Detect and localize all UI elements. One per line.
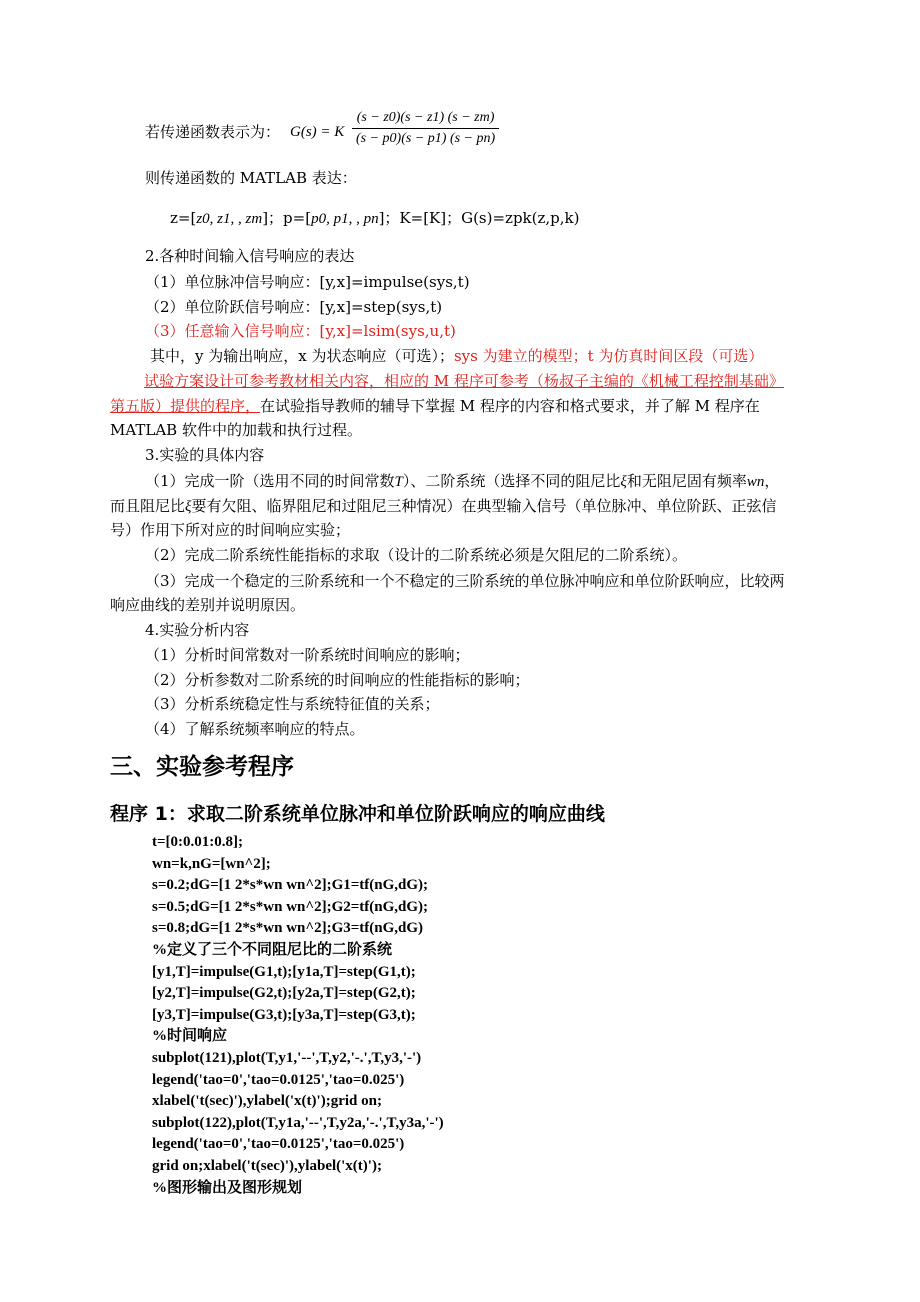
code-line: %定义了三个不同阻尼比的二阶系统	[152, 941, 393, 958]
code-line: s=0.2;dG=[1 2*s*wn wn^2];G1=tf(nG,dG);	[152, 877, 429, 894]
zpk-p-items: p0, p1, , pn	[311, 211, 379, 227]
code-line: subplot(122),plot(T,y1a,'--',T,y2a,'-.',T,y3a,'-')	[152, 1114, 444, 1131]
tf-numerator: (s − z0)(s − z1) (s − zm)	[352, 110, 499, 129]
sec2-item2: （2）单位阶跃信号响应：[y,x]=step(sys,t)	[145, 298, 443, 316]
code-line: wn=k,nG=[wn^2];	[152, 855, 271, 872]
sec2-title: 2.各种时间输入信号响应的表达	[145, 247, 355, 265]
sec2-note	[150, 346, 763, 366]
para-red-line1: 试验方案设计可参考教材相关内容，相应的 M 程序可参考（杨叔子主编的《机械工程控制基础》	[144, 372, 784, 390]
tf-denominator: (s − p0)(s − p1) (s − pn)	[356, 131, 496, 146]
sec3-item3-line2: 响应曲线的差别并说明原因。	[110, 596, 306, 614]
code-line: subplot(121),plot(T,y1,'--',T,y2,'-.',T,y3,'-')	[152, 1049, 422, 1066]
zpk-line	[170, 208, 579, 229]
para-line3: MATLAB 软件中的加载和执行过程。	[110, 421, 362, 439]
sec2-note-a: 其中，y 为输出响应，x 为状态响应（可选）；	[150, 347, 454, 365]
code-line: grid on;xlabel('t(sec)'),ylabel('x(t)');	[152, 1157, 382, 1174]
matlab-intro: 则传递函数的 MATLAB 表达：	[145, 169, 357, 187]
sec4-item: （4）了解系统频率响应的特点。	[145, 720, 365, 738]
tf-fraction	[352, 110, 499, 147]
sec2-item1: （1）单位脉冲信号响应：[y,x]=impulse(sys,t)	[145, 273, 470, 291]
code-line: legend('tao=0','tao=0.0125','tao=0.025')	[152, 1071, 405, 1088]
sec3-item1-line1	[145, 471, 779, 492]
sec4-title: 4.实验分析内容	[145, 621, 250, 639]
sec4-item: （2）分析参数对二阶系统的时间响应的性能指标的影响；	[145, 671, 530, 689]
code-block	[152, 832, 444, 1199]
para-line2	[110, 396, 760, 416]
zpk-z-open: z=[	[170, 209, 197, 227]
sec3-item1-line2-b: 要有欠阻、临界阻尼和过阻尼三种情况）在典型输入信号（单位脉冲、单位阶跃、正弦信	[191, 497, 777, 515]
code-line: xlabel('t(sec)'),ylabel('x(t)');grid on;	[152, 1093, 382, 1110]
sec2-item3: （3）任意输入信号响应：[y,x]=lsim(sys,u,t)	[145, 322, 456, 340]
sec4-item: （1）分析时间常数对一阶系统时间响应的影响；	[145, 646, 470, 664]
sec3-item1-text-a: （1）完成一阶（选用不同的时间常数	[145, 472, 395, 490]
code-line: [y1,T]=impulse(G1,t);[y1a,T]=step(G1,t);	[152, 963, 416, 980]
zpk-p-open: ]；p=[	[262, 209, 312, 227]
code-line: %时间响应	[152, 1028, 228, 1045]
heading-main: 三、实验参考程序	[110, 754, 294, 780]
sec3-item3-line1: （3）完成一个稳定的三阶系统和一个不稳定的三阶系统的单位脉冲响应和单位阶跃响应，比较两	[145, 572, 785, 590]
code-line: legend('tao=0','tao=0.0125','tao=0.025')	[152, 1136, 405, 1153]
sec3-item1-line3: 号）作用下所对应的时间响应实验；	[110, 521, 351, 539]
code-line: %图形输出及图形规划	[152, 1179, 303, 1196]
symbol-T: T	[394, 474, 403, 490]
symbol-xi: ξ	[620, 474, 627, 490]
para-red-line2: 第五版）提供的程序，	[110, 397, 261, 415]
sec3-item1-line2	[110, 496, 776, 517]
sec2-note-b: sys 为建立的模型；t 为仿真时间区段（可选）	[453, 347, 764, 365]
symbol-xi-2: ξ	[185, 499, 192, 515]
code-line: s=0.5;dG=[1 2*s*wn wn^2];G2=tf(nG,dG);	[152, 898, 429, 915]
sec3-item1-text-d: ，	[764, 472, 780, 490]
sec3-item1-text-c: 和无阻尼固有频率	[626, 472, 747, 490]
sec3-item1-line2-a: 而且阻尼比	[110, 497, 186, 515]
code-line: s=0.8;dG=[1 2*s*wn wn^2];G3=tf(nG,dG)	[152, 920, 424, 937]
para-rest-line2: 在试验指导教师的辅导下掌握 M 程序的内容和格式要求，并了解 M 程序在	[260, 397, 760, 415]
zpk-rest: ]；K=[K]；G(s)=zpk(z,p,k)	[378, 209, 580, 227]
heading-program: 程序 1：求取二阶系统单位脉冲和单位阶跃响应的响应曲线	[110, 803, 605, 825]
code-line: [y2,T]=impulse(G2,t);[y2a,T]=step(G2,t);	[152, 985, 416, 1002]
tf-lhs: G(s) = K	[290, 124, 345, 140]
symbol-wn: wn	[746, 474, 765, 490]
sec3-title: 3.实验的具体内容	[145, 446, 265, 464]
tf-label: 若传递函数表示为：	[145, 123, 281, 141]
zpk-z-items: z0, z1, , zm	[196, 211, 263, 227]
sec4-item: （3）分析系统稳定性与系统特征值的关系；	[145, 695, 440, 713]
sec3-item2: （2）完成二阶系统性能指标的求取（设计的二阶系统必须是欠阻尼的二阶系统）。	[145, 546, 688, 564]
sec3-item1-text-b: ）、二阶系统（选择不同的阻尼比	[402, 472, 621, 490]
code-line: t=[0:0.01:0.8];	[152, 834, 244, 850]
code-line: [y3,T]=impulse(G3,t);[y3a,T]=step(G3,t);	[152, 1006, 416, 1023]
